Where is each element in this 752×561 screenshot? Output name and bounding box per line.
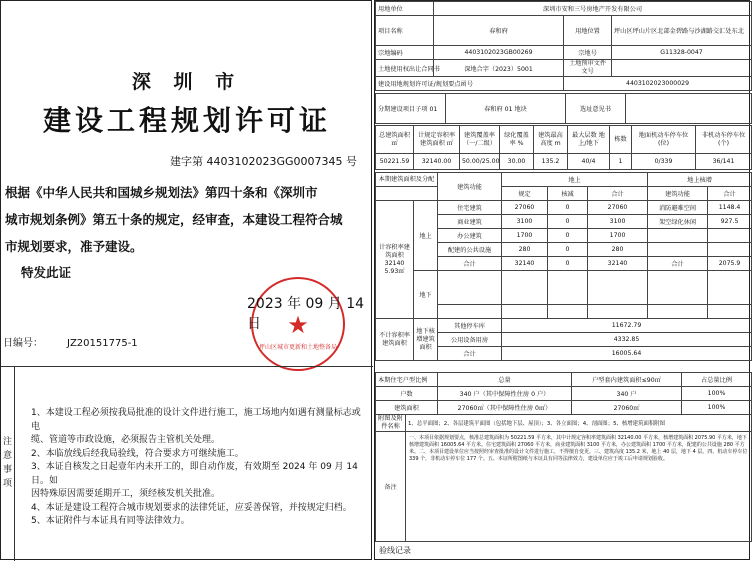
check-value: 0: [548, 229, 588, 243]
side-header: 地上核增: [648, 173, 752, 187]
basic-info-table: [375, 1, 752, 91]
parcel-code-value: 4403102023GB00269: [434, 46, 564, 60]
above-ground-header: 地上: [502, 173, 648, 187]
housing-col: 户型套内建筑面积≤90㎡: [572, 373, 682, 387]
subproject-table: [375, 93, 752, 124]
notice-item: 缆、管道等市政设施，必须报告主管机关处理。: [31, 435, 221, 445]
non-far-sub-label: 地下核增建筑面积: [414, 319, 438, 361]
distribution-header: 本期建筑面积及分配: [376, 173, 438, 187]
metric-header: 绿化覆盖率 %: [500, 126, 534, 154]
parcel-no-label: 宗地号: [564, 46, 612, 60]
metric-header: 总建筑面积 ㎡: [376, 126, 414, 154]
attachments-label: 附图及附件名称: [376, 415, 406, 432]
non-far-name: 公用设备用房: [438, 333, 502, 347]
metric-header: 建筑最高高度 m: [534, 126, 568, 154]
metric-value: 50.00/25.00: [460, 154, 500, 170]
housing-total: 27060㎡（其中保障性住房 0㎡）: [438, 401, 572, 415]
permit-ref-label: 建设用地规划许可证/规划要点函号: [376, 77, 564, 91]
total-value: 27060: [588, 201, 648, 215]
notice-item: 2、本临放线后经我局验线，符合要求方可继续施工。: [31, 448, 244, 459]
housing-col: 占总量比例: [682, 373, 752, 387]
housing-row-label: 建筑面积: [376, 401, 438, 415]
total-value: 3100: [588, 215, 648, 229]
function-col-header: 建筑功能: [438, 173, 502, 201]
plan-value: 1700: [502, 229, 548, 243]
total-value: 32140: [588, 257, 648, 271]
metric-header: 计规定容积率建筑面积 ㎡: [414, 126, 460, 154]
unit-label: 用地单位: [376, 2, 434, 16]
issue-date: 2023 年 09 月 14 日: [247, 296, 365, 332]
non-far-value: 11672.79: [502, 319, 752, 333]
prealloc-value: [612, 60, 752, 77]
housing-small: 340 户: [572, 387, 682, 401]
notice-item: 3、本证自核发之日起壹年内未开工的，即自动作废，有效期至 2024 年 09 月 14 日。如: [31, 462, 358, 486]
side-name: 消防避难空间: [648, 201, 708, 215]
registration-number: [3, 334, 138, 349]
check-col-header: 核减: [548, 187, 588, 201]
location-value: 坪山区坪山片区北部金碧路与沙湖路交汇处东北: [612, 16, 752, 46]
side-value: 1148.4: [708, 201, 752, 215]
non-far-value: 4332.85: [502, 333, 752, 347]
below-ground-label: 地下: [414, 271, 438, 319]
seal-text: 坪山区城市更新和土地整备局: [258, 344, 337, 351]
subproject-value: 春和府 01 地块: [446, 94, 566, 124]
notice-item: 1、本建设工程必须按我局批准的设计文件进行施工，施工场地内如遇有测量标志或电: [31, 408, 361, 432]
permit-body-text: [5, 179, 365, 260]
metric-value: 135.2: [534, 154, 568, 170]
metric-value: 50221.59: [376, 154, 414, 170]
location-label: 用地位置: [564, 16, 612, 46]
non-far-name: 其他停车库: [438, 319, 502, 333]
notice-section: [1, 366, 373, 561]
check-value: 0: [548, 257, 588, 271]
housing-ratio-table: [375, 372, 752, 415]
housing-ratio: 100%: [682, 401, 752, 415]
housing-total: 340 户（其中保障性住房 0 户）: [438, 387, 572, 401]
non-far-label: 不计容积率建筑面积: [376, 319, 414, 361]
plan-value: 27060: [502, 201, 548, 215]
side-total-header: 合计: [708, 187, 752, 201]
notice-item: 4、本证是建设工程符合城市规划要求的法律凭证，应妥善保管，并按规定归档。: [31, 502, 352, 513]
certificate-number: 建字第 4403102023GG0007345 号: [169, 155, 357, 168]
parcel-no-value: G11328-0047: [612, 46, 752, 60]
subproject-label: 分期建设项目子项 01: [376, 94, 446, 124]
registration-value: JZ20151775-1: [67, 338, 138, 349]
housing-header: 本期住宅户型比例: [376, 373, 438, 387]
side-value: [708, 243, 752, 257]
side-name: [648, 243, 708, 257]
body-line: 市规划要求，准予建设。: [5, 239, 143, 254]
area-distribution-table: [375, 172, 752, 361]
notes-label: 备注: [376, 432, 406, 542]
housing-col: 总量: [438, 373, 572, 387]
plan-value: 32140: [502, 257, 548, 271]
permit-ref-value: 4403102023000029: [564, 77, 752, 91]
side-value: 927.5: [708, 215, 752, 229]
attachments-notes-table: [375, 414, 752, 542]
side-value: 2075.9: [708, 257, 752, 271]
contract-value: 深地合字（2023）5001: [434, 60, 564, 77]
total-value: 280: [588, 243, 648, 257]
site-opinion-label: 选址意见书: [566, 94, 626, 124]
side-value: [708, 229, 752, 243]
prealloc-label: 土地预审文件文号: [564, 60, 612, 77]
metric-header: 建筑覆盖率（一/二级）: [460, 126, 500, 154]
check-value: 0: [548, 201, 588, 215]
survey-record-label: 验线记录: [379, 546, 411, 555]
project-value: 春和府: [434, 16, 564, 46]
unit-value: 深圳市安和三号房地产开发有限公司: [434, 2, 752, 16]
city-heading: 深 圳 市: [131, 71, 243, 93]
total-col-header: 合计: [588, 187, 648, 201]
metric-value: 36/141: [696, 154, 752, 170]
contract-label: 土地使用权出让合同书: [376, 60, 434, 77]
function-name: 配建的公共设施: [438, 243, 502, 257]
notice-list: [31, 407, 363, 529]
notice-side-label: 注意事项: [1, 367, 15, 561]
permit-attachment-page: [374, 0, 750, 560]
plan-value: 3100: [502, 215, 548, 229]
seal-star-icon: ★: [287, 311, 309, 339]
check-value: 0: [548, 243, 588, 257]
metric-value: 0/339: [632, 154, 696, 170]
parcel-code-label: 宗地编码: [376, 46, 434, 60]
registration-label: 日编号：: [3, 338, 43, 349]
body-line: 根据《中华人民共和国城乡规划法》第四十条和《深圳市: [5, 185, 318, 200]
metric-header: 非机动车停车位 (个): [696, 126, 752, 154]
side-name-header: 建筑功能: [648, 187, 708, 201]
non-far-name: 合计: [438, 347, 502, 361]
metric-value: 30.00: [500, 154, 534, 170]
far-area-label: 计容积率建筑面积 32140 5.93㎡: [376, 201, 414, 319]
metric-header: 地面机动车停车位 (位): [632, 126, 696, 154]
function-name: 商业建筑: [438, 215, 502, 229]
metric-value: 40/4: [568, 154, 610, 170]
function-name: 办公建筑: [438, 229, 502, 243]
total-value: 1700: [588, 229, 648, 243]
function-name: 住宅建筑: [438, 201, 502, 215]
plan-value: 280: [502, 243, 548, 257]
permit-title: 建设工程规划许可证: [42, 104, 331, 137]
non-far-value: 16005.64: [502, 347, 752, 361]
project-label: 项目名称: [376, 16, 434, 46]
metric-header: 最大层数 地上/地下: [568, 126, 610, 154]
function-name: 合计: [438, 257, 502, 271]
metrics-table: [375, 125, 752, 170]
metric-value: 32140.00: [414, 154, 460, 170]
attachments-value: 1、总平面图；2、各层建筑平面图（包括地下层、屋顶）；3、各立面图；4、剖面图；5、核增建筑面积附图: [406, 415, 752, 432]
metric-value: 1: [610, 154, 632, 170]
housing-small: 27060㎡: [572, 401, 682, 415]
side-name: 架空绿化休闲: [648, 215, 708, 229]
check-value: 0: [548, 215, 588, 229]
permit-main-page: [0, 0, 372, 560]
issuance-statement: 特发此证: [21, 265, 72, 280]
housing-ratio: 100%: [682, 387, 752, 401]
side-name: 合计: [648, 257, 708, 271]
above-ground-label: 地上: [414, 201, 438, 271]
notice-item: 5、本证附件与本证具有同等法律效力。: [31, 516, 190, 526]
housing-row-label: 户数: [376, 387, 438, 401]
metric-header: 栋数: [610, 126, 632, 154]
site-opinion-value: [626, 94, 752, 124]
notice-item: 因特殊原因需要延期开工，须经核发机关批准。: [31, 489, 221, 499]
body-line: 城市规划条例》第五十条的规定，经审查，本建设工程符合城: [5, 212, 343, 227]
side-name: [648, 229, 708, 243]
notes-value: 一、本项目依据规划要点，核准总建筑面积为 50221.59 平方米，其中计规定容积率建筑面积 32140.00 平方米，核增建筑面积 2075.90 平方米，地下核增建筑面积 16005.64 平方米。住宅建筑面积 27060 平方米，商业建筑面积 3100 平方米，办公建筑面积 1700 平方米，配建的公共设施 280 平方米。二、本项目建设单位应当按照经审查批准的设计文件进行施工，不得擅自变更。三、建筑高度 135.2 米，地上 40 层，地下 4 层。四、机动车停车位 339 个，非机动车停车位 177 个。五、本证所附图纸与本证具有同等法律效力，建设单位应于竣工后申请规划验收。: [406, 432, 752, 542]
plan-col-header: 规定: [502, 187, 548, 201]
